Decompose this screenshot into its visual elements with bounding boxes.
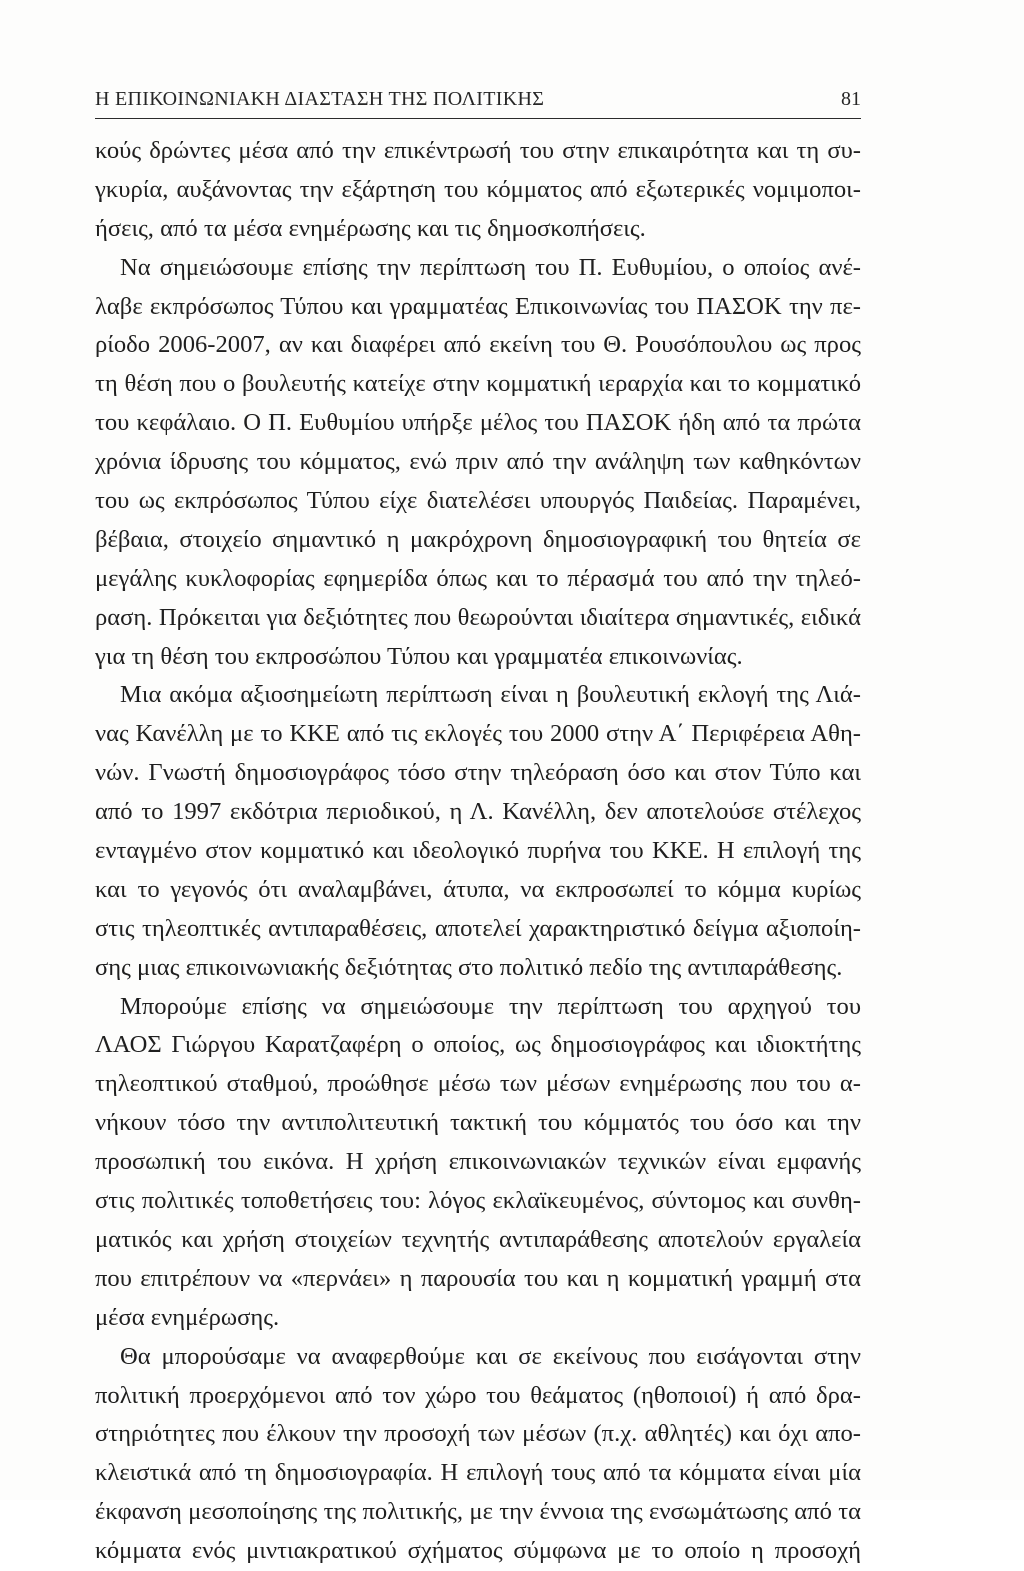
- text-line: νών. Γνωστή δημοσιογράφος τόσο στην τηλεόραση όσο και στον Τύπο και: [95, 759, 861, 787]
- paragraph-efthymiou: [95, 249, 861, 677]
- text-line: από το 1997 εκδότρια περιοδικού, η Λ. Κανέλλη, δεν αποτελούσε στέλεχος: [95, 798, 861, 826]
- text-line: νήκουν τόσο την αντιπολιτευτική τακτική του κόμματός του όσο και την: [95, 1109, 861, 1137]
- text-line: ματικός και χρήση στοιχείων τεχνητής αντιπαράθεσης αποτελούν εργαλεία: [95, 1225, 861, 1253]
- text-line: κούς δρώντες μέσα από την επικέντρωσή του στην επικαιρότητα και τη συ-: [95, 137, 861, 164]
- text-line: του ως εκπρόσωπος Τύπου είχε διατελέσει υπουργός Παιδείας. Παραμένει,: [95, 487, 861, 515]
- text-line: νας Κανέλλη με το ΚΚΕ από τις εκλογές του 2000 στην Α΄ Περιφέρεια Αθη-: [95, 720, 861, 748]
- text-line: σης μιας επικοινωνιακής δεξιότητας στο πολιτικό πεδίο της αντιπαράθεσης.: [95, 953, 843, 981]
- text-line: προσωπική του εικόνα. Η χρήση επικοινωνιακών τεχνικών είναι εμφανής: [95, 1148, 861, 1176]
- text-line: που επιτρέπουν να «περνάει» η παρουσία του και η κομματική γραμμή στα: [95, 1264, 861, 1292]
- text-line: και το γεγονός ότι αναλαμβάνει, άτυπα, να εκπροσωπεί το κόμμα κυρίως: [95, 875, 861, 903]
- text-line: στηριότητες που έλκουν την προσοχή των μέσων (π.χ. αθλητές) και όχι απο-: [95, 1420, 861, 1448]
- text-line: πολιτική προερχόμενοι από τον χώρο του θεάματος (ηθοποιοί) ή από δρα-: [95, 1381, 861, 1409]
- text-line: για τη θέση του εκπροσώπου Τύπου και γραμματέα επικοινωνίας.: [95, 642, 743, 670]
- text-line: έκφανση μεσοποίησης της πολιτικής, με την έννοια της ενσωμάτωσης από τα: [95, 1498, 861, 1526]
- running-title: Η ΕΠΙΚΟΙΝΩΝΙΑΚΗ ΔΙΑΣΤΑΣΗ ΤΗΣ ΠΟΛΙΤΙΚΗΣ: [95, 88, 545, 110]
- text-line: Να σημειώσουμε επίσης την περίπτωση του Π. Ευθυμίου, ο οποίος ανέ-: [120, 253, 861, 281]
- paragraph-actors-athletes: [95, 1338, 861, 1571]
- text-line: μέσα ενημέρωσης.: [95, 1303, 280, 1331]
- text-line: Μπορούμε επίσης να σημειώσουμε την περίπτωση του αρχηγού του: [120, 992, 861, 1020]
- page-number: 81: [841, 88, 861, 110]
- running-header: [95, 86, 861, 119]
- text-line: ρίοδο 2006-2007, αν και διαφέρει από εκείνη του Θ. Ρουσόπουλου ως προς: [95, 331, 861, 359]
- paragraph-karatzaferis: [95, 988, 861, 1338]
- text-line: στις τηλεοπτικές αντιπαραθέσεις, αποτελεί χαρακτηριστικό δείγμα αξιοποίη-: [95, 914, 861, 942]
- text-line: Μια ακόμα αξιοσημείωτη περίπτωση είναι η βουλευτική εκλογή της Λιά-: [120, 681, 861, 709]
- text-line: κόμματα ενός μιντιακρατικού σχήματος σύμφωνα με το οποίο η προσοχή: [95, 1537, 861, 1565]
- body-text: [95, 132, 861, 1571]
- text-line: ήσεις, από τα μέσα ενημέρωσης και τις δημοσκοπήσεις.: [95, 214, 646, 242]
- text-line: μεγάλης κυκλοφορίας εφημερίδα όπως και το πέρασμά του από την τηλεό-: [95, 564, 861, 592]
- text-line: ραση. Πρόκειται για δεξιότητες που θεωρούνται ιδιαίτερα σημαντικές, ειδικά: [95, 603, 861, 631]
- text-line: στις πολιτικές τοποθετήσεις του: λόγος εκλαϊκευμένος, σύντομος και συνθη-: [95, 1187, 861, 1215]
- text-line: χρόνια ίδρυσης του κόμματος, ενώ πριν από την ανάληψη των καθηκόντων: [95, 448, 861, 476]
- paragraph-kanelli: [95, 676, 861, 987]
- text-line: κλειστικά από τη δημοσιογραφία. Η επιλογή τους από τα κόμματα είναι μία: [95, 1459, 861, 1487]
- paragraph-continuation: [95, 132, 861, 249]
- text-line: ΛΑΟΣ Γιώργου Καρατζαφέρη ο οποίος, ως δημοσιογράφος και ιδιοκτήτης: [95, 1031, 861, 1059]
- text-line: Θα μπορούσαμε να αναφερθούμε και σε εκείνους που εισάγονται στην: [120, 1342, 861, 1370]
- text-line: του κεφάλαιο. Ο Π. Ευθυμίου υπήρξε μέλος του ΠΑΣΟΚ ήδη από τα πρώτα: [95, 409, 861, 437]
- text-line: λαβε εκπρόσωπος Τύπου και γραμματέας Επικοινωνίας του ΠΑΣΟΚ την πε-: [95, 292, 861, 320]
- text-line: τηλεοπτικού σταθμού, προώθησε μέσω των μέσων ενημέρωσης που του α-: [95, 1070, 861, 1098]
- text-line: γκυρία, αυξάνοντας την εξάρτηση του κόμματος από εξωτερικές νομιμοποι-: [95, 175, 861, 203]
- text-line: τη θέση που ο βουλευτής κατείχε στην κομματική ιεραρχία και το κομματικό: [95, 370, 861, 398]
- text-line: βέβαια, στοιχείο σημαντικό η μακρόχρονη δημοσιογραφική του θητεία σε: [95, 525, 861, 553]
- text-line: ενταγμένο στον κομματικό και ιδεολογικό πυρήνα του ΚΚΕ. Η επιλογή της: [95, 837, 861, 865]
